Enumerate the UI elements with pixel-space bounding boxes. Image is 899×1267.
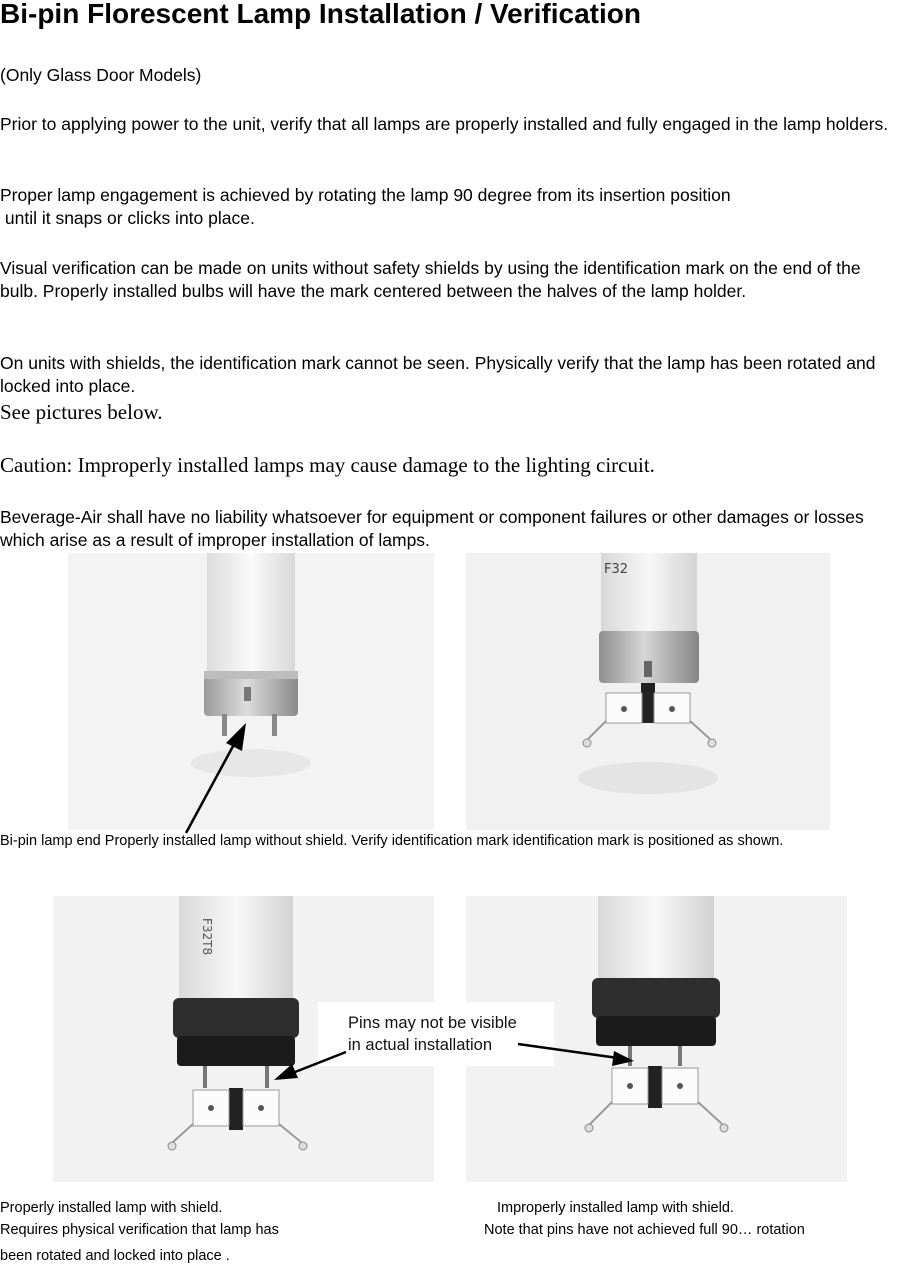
paragraph-proper-line-2: until it snaps or clicks into place. xyxy=(0,208,255,228)
subtitle: (Only Glass Door Models) xyxy=(0,65,202,85)
page-title: Bi-pin Florescent Lamp Installation / Verification xyxy=(0,0,641,29)
photo-installed-no-shield xyxy=(466,553,830,830)
pins-callout-line-2: in actual installation xyxy=(348,1036,493,1054)
paragraph-proper-line-1: Proper lamp engagement is achieved by rotating the lamp 90 degree from its insertion position xyxy=(0,185,731,205)
caution-note: Caution: Improperly installed lamps may cause damage to the lighting circuit. xyxy=(0,453,655,477)
see-pictures: See pictures below. xyxy=(0,400,163,424)
paragraph-shields: On units with shields, the identification mark cannot be seen. Physically verify that the lamp has been rotated and locked into place. xyxy=(0,353,876,396)
paragraph-proper-engagement xyxy=(0,184,899,230)
paragraph-prior: Prior to applying power to the unit, verify that all lamps are properly installed and fully engaged in the lamp holders. xyxy=(0,114,889,134)
lamp-print-f32: F32 xyxy=(604,562,629,577)
caption-left-line-1: Properly installed lamp with shield. xyxy=(0,1200,223,1216)
arrow-to-pins xyxy=(180,715,260,840)
paragraph-visual-verification: Visual verification can be made on units without safety shields by using the identification mark on the end of the bulb. Properly installed bulbs will have the mark centered between the halves of the lamp holder. xyxy=(0,258,861,301)
caption-right-line-2: Note that pins have not achieved full 90… rotation xyxy=(484,1222,805,1238)
pins-callout-line-1: Pins may not be visible xyxy=(348,1014,517,1032)
caption-right-line-1: Improperly installed lamp with shield. xyxy=(497,1200,734,1216)
caption-top-photos: Bi-pin lamp end Properly installed lamp without shield. Verify identification mark identification mark is positioned as shown. xyxy=(0,833,784,849)
caption-left-line-3: been rotated and locked into place . xyxy=(0,1248,230,1264)
lamp-print-f32t8: F32T8 xyxy=(200,918,214,956)
caption-left-line-2: Requires physical verification that lamp has xyxy=(0,1222,279,1238)
callout-arrows xyxy=(270,1030,640,1085)
liability-paragraph: Beverage-Air shall have no liability whatsoever for equipment or component failures or other damages or losses which arise as a result of improper installation of lamps. xyxy=(0,507,864,550)
